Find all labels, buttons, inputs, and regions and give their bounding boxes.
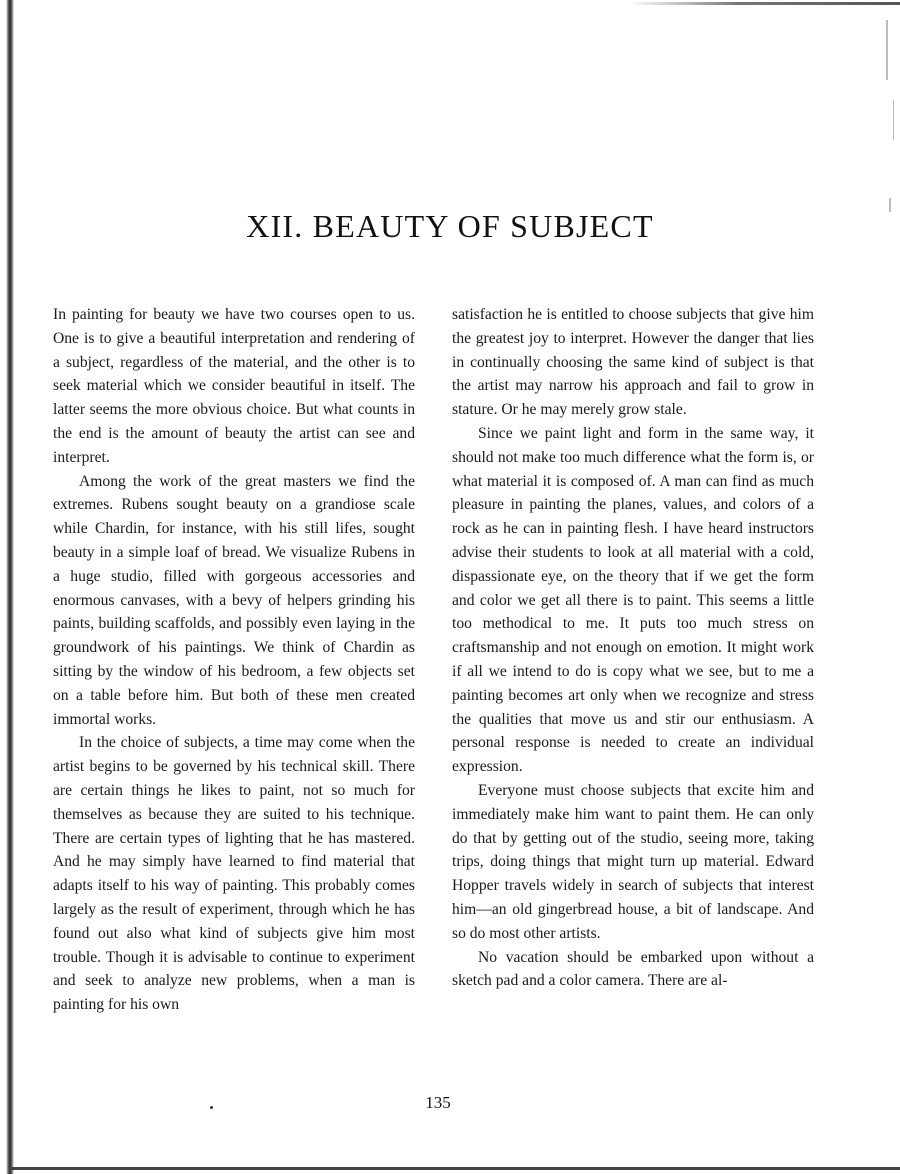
- paragraph: satisfaction he is entitled to choose subjects that give him the greatest joy to interpret. However the danger that lies in continually choosing the same kind of subject is that the artist may narrow his approach and fail to grow in stature. Or he may merely grow stale.: [452, 306, 814, 419]
- scan-bottom-edge: [10, 1167, 900, 1170]
- chapter-title: XII. BEAUTY OF SUBJECT: [246, 208, 654, 244]
- paragraph: No vacation should be embarked upon without a sketch pad and a color camera. There are al-: [452, 948, 814, 990]
- right-text-column: [452, 303, 814, 993]
- scan-speck: [893, 100, 894, 140]
- paragraph: In painting for beauty we have two courses open to us. One is to give a beautiful interpretation and rendering of a subject, regardless of the material, and the other is to seek material which we consider beautiful in itself. The latter seems the more obvious choice. But what counts in the end is the amount of beauty the artist can see and interpret.: [53, 306, 415, 466]
- book-binding-edge: [6, 0, 14, 1174]
- left-text-column: [53, 303, 415, 1017]
- scan-speck: [886, 20, 888, 80]
- page-number: 135: [425, 1093, 451, 1112]
- scan-top-edge: [630, 2, 900, 5]
- paragraph: Since we paint light and form in the same way, it should not make too much difference what the form is, or what material it is composed of. A man can find as much pleasure in painting the planes, values, and colors of a rock as he can in painting flesh. I have heard instructors advise their students to look at all material with a cold, dispassionate eye, on the theory that if we get the form and color we get all there is to paint. This seems a little too methodical to me. It puts too much stress on craftsmanship and not enough on emotion. It might work if all we intend to do is copy what we see, but to me a painting becomes art only when we recognize and stress the qualities that move us and stir our enthusiasm. A personal response is needed to create an individual expression.: [452, 424, 814, 776]
- paragraph: In the choice of subjects, a time may come when the artist begins to be governed by his technical skill. There are certain things he likes to paint, not so much for themselves as because they are suited to his technique. There are certain types of lighting that he has mastered. And he may simply have learned to find material that adapts itself to his way of painting. This probably comes largely as the result of experiment, through which he has found out also what kind of subjects give him most trouble. Though it is advisable to continue to experiment and seek to analyze new problems, when a man is painting for his own: [53, 734, 415, 1014]
- paragraph: Everyone must choose subjects that excite him and immediately make him want to paint them. He can only do that by getting out of the studio, seeing more, taking trips, doing things that might turn up material. Edward Hopper travels widely in search of subjects that interest him—an old gingerbread house, a bit of landscape. And so do most other artists.: [452, 781, 814, 942]
- paragraph: Among the work of the great masters we find the extremes. Rubens sought beauty on a grandiose scale while Chardin, for instance, with his still lifes, sought beauty in a simple loaf of bread. We visualize Rubens in a huge studio, filled with gorgeous accessories and enormous canvases, with a bevy of helpers grinding his paints, building scaffolds, and possibly even laying in the groundwork of his paintings. We think of Chardin as sitting by the window of his bedroom, a few objects set on a table before him. But both of these men created immortal works.: [53, 472, 415, 728]
